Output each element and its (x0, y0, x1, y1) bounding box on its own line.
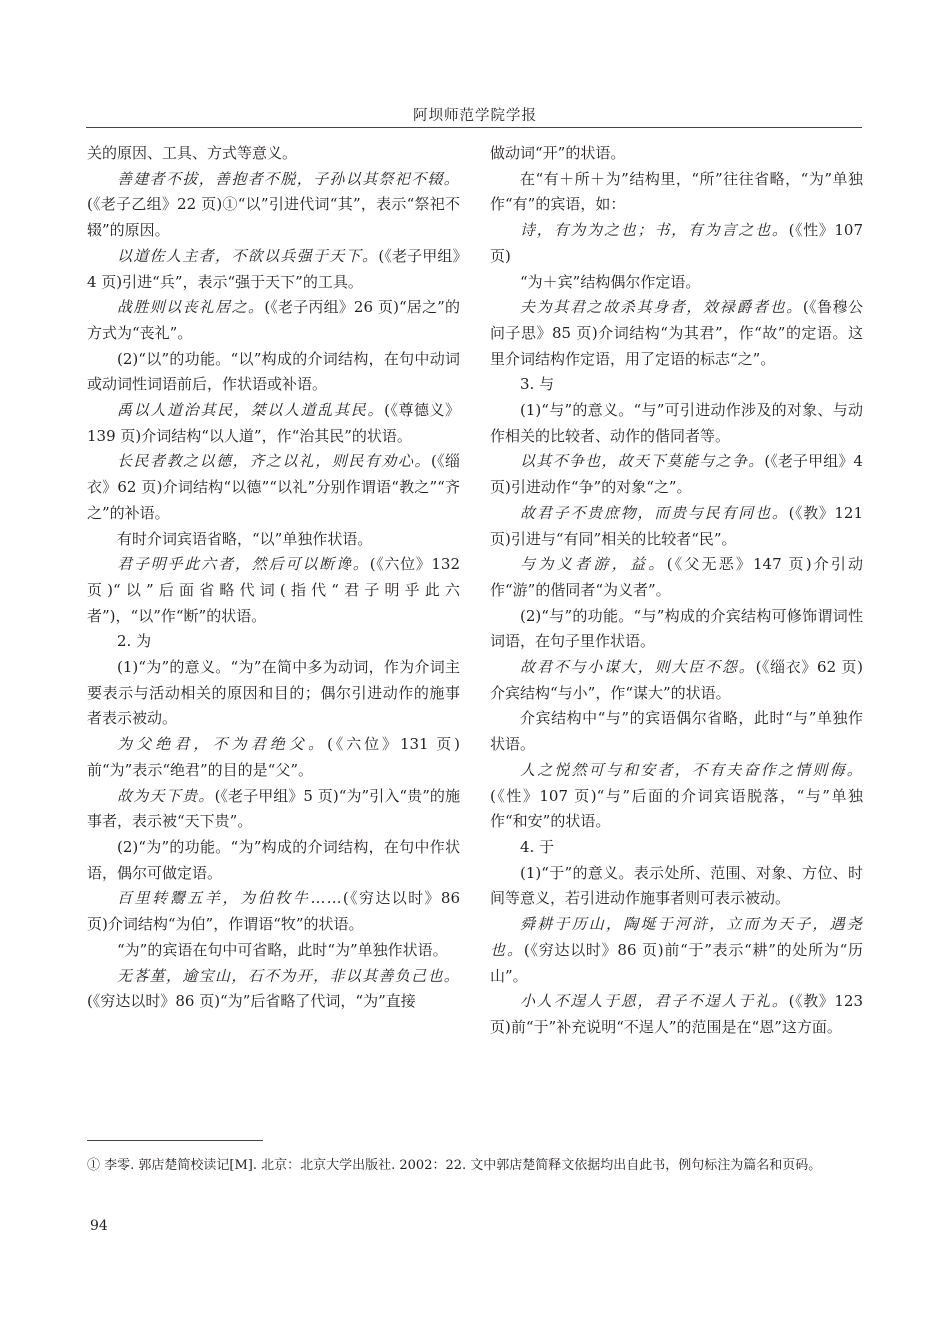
example-sentence (87, 964, 460, 1015)
paragraph: 介宾结构中“与”的宾语偶尔省略，此时“与”单独作状语。 (490, 709, 863, 754)
example-sentence (87, 732, 460, 783)
example-note: (《性》107 页) (490, 221, 864, 265)
paragraph: (1)“为”的意义。“为”在简中多为动词，作为介词主要表示与活动相关的原因和目的；偶尔引进动作的施事者表示被动。 (87, 658, 460, 728)
example-sentence (490, 552, 863, 603)
footnote-rule (87, 1140, 263, 1141)
quoted-example: 善建者不拔，善抱者不脱，子孙以其祭祀不辍。 (117, 169, 460, 188)
example-note: (《老子丙组》26 页)“居之”的方式为“丧礼”。 (87, 298, 460, 342)
example-sentence (87, 449, 460, 526)
example-sentence (87, 398, 460, 449)
quoted-example: 小人不逞人于恩，君子不逞人于礼。 (520, 992, 789, 1011)
quoted-example: 无茖堇，逾宝山，石不为开，非以其善负己也。 (117, 966, 460, 985)
quoted-example: 禹以人道治其民，桀以人道乱其民。 (117, 401, 385, 420)
example-note: (《老子乙组》22 页)①“以”引进代词“其”，表示“祭祀不辍”的原因。 (87, 195, 460, 240)
example-note: (《老子甲组》5 页)“为”引入“贵”的施事者，表示被“天下贵”。 (87, 786, 460, 831)
example-note: (《尊德义》139 页)介词结构“以人道”，作“治其民”的状语。 (87, 401, 460, 445)
paragraph: (2)“以”的功能。“以”构成的介词结构，在句中动词或动词性词语前后，作状语或补语。 (87, 349, 460, 394)
example-sentence (87, 244, 460, 295)
example-note: (《穷达以时》86 页)“为”后省略了代词，“为”直接 (87, 992, 416, 1011)
example-note: (《教》121 页)引进与“有同”相关的比较者“民”。 (490, 503, 864, 548)
example-sentence (490, 655, 863, 706)
example-note: (《父无恶》147 页)介引动作“游”的偕同者“为义者”。 (490, 555, 863, 599)
quoted-example: 诗，有为为之也；书，有为言之也。 (520, 221, 789, 240)
example-note: (《穷达以时》86 页)介词结构“为伯”，作谓语“牧”的状语。 (87, 889, 460, 934)
example-note: (《性》107 页)“与”后面的介词宾语脱落，“与”单独作“和安”的状语。 (490, 786, 863, 831)
paragraph: (1)“与”的意义。“与”可引进动作涉及的对象、与动作相关的比较者、动作的偕同者等。 (490, 401, 863, 445)
example-sentence (87, 167, 460, 244)
quoted-example: 以其不争也，故天下莫能与之争。 (520, 452, 765, 471)
example-sentence (490, 449, 863, 500)
quoted-example: 故为天下贵。 (117, 786, 215, 805)
quoted-example: 与为义者游，益。 (520, 555, 667, 574)
quoted-example: 夫为其君之故杀其身者，效禄爵者也。 (520, 298, 803, 317)
quoted-example: 舜耕于历山，陶埏于河浒，立而为天子，遇尧也。 (490, 915, 863, 959)
journal-header: 阿坝师范学院学报 (413, 108, 537, 124)
section-heading: 4. 于 (520, 837, 555, 856)
paragraph: “为”的宾语在句中可省略，此时“为”单独作状语。 (117, 940, 448, 959)
example-sentence (87, 295, 460, 346)
quoted-example: 长民者教之以德，齐之以礼，则民有劝心。 (117, 452, 431, 471)
example-note: (《老子甲组》4 页)引进动作“争”的对象“之”。 (490, 452, 863, 497)
paragraph: 在“有＋所＋为”结构里，“所”往往省略，“为”单独作“有”的宾语，如： (490, 169, 863, 214)
page-number: 94 (90, 1218, 108, 1234)
example-note: (《六位》132 页)“以”后面省略代词(指代“君子明乎此六者”)，“以”作“断”的状语。 (87, 555, 460, 625)
quoted-example: 为父绝君，不为君绝父。 (117, 735, 328, 754)
example-sentence (490, 989, 863, 1040)
example-note: (《老子甲组》4 页)引进“兵”，表示“强于天下”的工具。 (87, 246, 460, 291)
footnote: ① 李零. 郭店楚简校读记[M]. 北京：北京大学出版社. 2002：22. 文中郭店楚简释文依据均出自此书，例句标注为篇名和页码。 (87, 1158, 822, 1173)
quoted-example: 君子明乎此六者，然后可以断谗。 (117, 555, 370, 574)
header-rule (86, 127, 862, 128)
example-sentence (87, 784, 460, 835)
example-sentence (490, 758, 863, 835)
right-column (490, 141, 863, 1041)
paragraph: (1)“于”的意义。表示处所、范围、对象、方位、时间等意义，若引进动作施事者则可表示被动。 (490, 863, 863, 908)
paragraph: 做动词“开”的状语。 (490, 144, 626, 162)
example-sentence (87, 886, 460, 937)
section-heading: 3. 与 (520, 375, 555, 394)
example-note: (《缁衣》62 页)介词结构“以德”“以礼”分别作谓语“教之”“齐之”的补语。 (87, 452, 460, 522)
example-sentence (490, 912, 863, 989)
paragraph: 有时介词宾语省略，“以”单独作状语。 (117, 529, 373, 548)
example-note: (《穷达以时》86 页)前“于”表示“耕”的处所为“历山”。 (490, 940, 864, 985)
paragraph: (2)“与”的功能。“与”构成的介宾结构可修饰谓词性词语，在句子里作状语。 (490, 606, 863, 651)
paragraph: 关的原因、工具、方式等意义。 (87, 144, 298, 162)
example-sentence (87, 552, 460, 629)
paragraph: (2)“为”的功能。“为”构成的介词结构，在句中作状语，偶尔可做定语。 (87, 837, 460, 882)
example-note: (《缁衣》62 页)介宾结构“与小”，作“谋大”的状语。 (490, 658, 863, 702)
quoted-example: 人之悦然可与和安者，不有夫奋作之情则侮。 (520, 760, 863, 779)
section-heading: 2. 为 (117, 632, 152, 651)
quoted-example: 故君不与小谋大，则大臣不怨。 (520, 658, 756, 677)
example-sentence (490, 501, 863, 552)
paragraph: “为＋宾”结构偶尔作定语。 (520, 272, 701, 291)
quoted-example: 故君子不贵庶物，而贵与民有同也。 (520, 503, 789, 522)
example-sentence (490, 295, 863, 372)
example-note: (《六位》131 页)前“为”表示“绝君”的目的是“父”。 (87, 735, 460, 779)
quoted-example: 战胜则以丧礼居之。 (117, 298, 265, 317)
quoted-example: 百里转鬻五羊，为伯牧牛…… (117, 889, 343, 908)
example-sentence (490, 218, 863, 269)
example-note: (《教》123 页)前“于”补充说明“不逞人”的范围是在“恩”这方面。 (490, 992, 864, 1036)
example-note: (《鲁穆公问子思》85 页)介词结构“为其君”，作“故”的定语。这里介词结构作定语，用了定语的标志“之”。 (490, 298, 864, 368)
left-column (87, 141, 460, 1015)
quoted-example: 以道佐人主者，不欲以兵强于天下。 (117, 246, 379, 265)
